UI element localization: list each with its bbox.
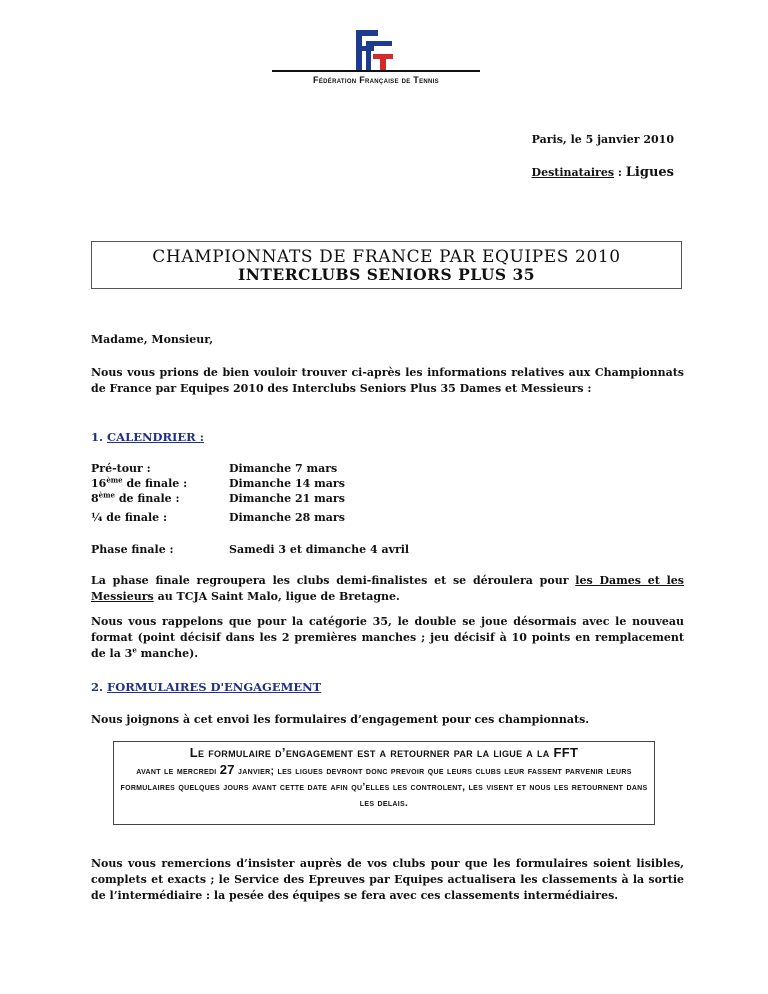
- calendar-row-date: Dimanche 21 mars: [229, 492, 345, 505]
- final-phase-date: Samedi 3 et dimanche 4 avril: [229, 543, 410, 556]
- title-line-2: INTERCLUBS SENIORS PLUS 35: [237, 265, 536, 284]
- final-phase-label: Phase finale :: [91, 543, 174, 556]
- calendar-row-label: Pré-tour :: [91, 462, 151, 475]
- forms-intro: Nous joignons à cet envoi les formulaires d’engagement pour ces championnats.: [91, 713, 590, 726]
- calendar-row-date: Dimanche 28 mars: [229, 511, 345, 524]
- closing-paragraph: Nous vous remercions d’insister auprès de vos clubs pour que les formulaires soient lisibles, complets et exacts ; le Service des Epreuves par Equipes actualisera les classements à la sortie de l’intermédiaire : la pesée des équipes se fera avec ces classements intermédiaires.: [91, 857, 684, 902]
- title-box: [91, 241, 682, 289]
- recipients-separator: :: [614, 166, 626, 179]
- reminder-paragraph: Nous vous rappelons que pour la catégorie 35, le double se joue désormais avec le nouveau format (point décisif dans les 2 premières manches ; jeu décisif à 10 points en remplacement de la 3e manche).: [91, 615, 684, 660]
- calendar-row-label: ¼ de finale :: [91, 511, 168, 524]
- calendar-row-label: 16ème de finale :: [91, 475, 188, 490]
- final-phase-paragraph: La phase finale regroupera les clubs demi-finalistes et se déroulera pour les Dames et les Messieurs au TCJA Saint Malo, ligue de Bretagne.: [91, 574, 684, 603]
- calendar-heading-number: 1.: [91, 430, 104, 444]
- calendar-heading: [91, 430, 204, 444]
- forms-heading: [91, 680, 321, 694]
- forms-heading-label: FORMULAIRES D'ENGAGEMENT: [107, 680, 322, 694]
- organization-name: Fédération Française de Tennis: [313, 75, 439, 85]
- notice-text-c: janvier; les ligues devront donc prevoir que leurs clubs leur fassent parvenir leurs formulaires quelques jours avant cette date afin qu’elles les controlent, les visent et nous les retournent dans les delais.: [120, 765, 648, 809]
- fft-logo-icon: [356, 30, 394, 74]
- forms-heading-number: 2.: [91, 680, 104, 694]
- title-line-1: CHAMPIONNATS DE FRANCE PAR EQUIPES 2010: [152, 247, 621, 267]
- recipients-value: Ligues: [625, 165, 674, 180]
- notice-date: 27: [219, 762, 235, 777]
- calendar-row-date: Dimanche 7 mars: [229, 462, 338, 475]
- deadline-notice-box: [113, 741, 655, 825]
- notice-fft: FFT: [553, 745, 579, 760]
- logo-divider: [272, 70, 480, 72]
- notice-text-a: Le formulaire d’engagement est a retourner par la ligue a la: [189, 745, 554, 760]
- calendar-row-date: Dimanche 14 mars: [229, 477, 345, 490]
- calendar-heading-label: CALENDRIER :: [107, 430, 204, 444]
- recipients-label: Destinataires: [531, 166, 615, 179]
- salutation: Madame, Monsieur,: [91, 333, 214, 346]
- calendar-row-label: 8ème de finale :: [91, 490, 180, 505]
- recipients-line: [532, 165, 674, 180]
- notice-text-b: avant le mercredi: [136, 765, 220, 777]
- letter-date: Paris, le 5 janvier 2010: [531, 133, 674, 146]
- intro-paragraph: Nous vous prions de bien vouloir trouver ci-après les informations relatives aux Championnats de France par Equipes 2010 des Interclubs Seniors Plus 35 Dames et Messieurs :: [91, 366, 684, 395]
